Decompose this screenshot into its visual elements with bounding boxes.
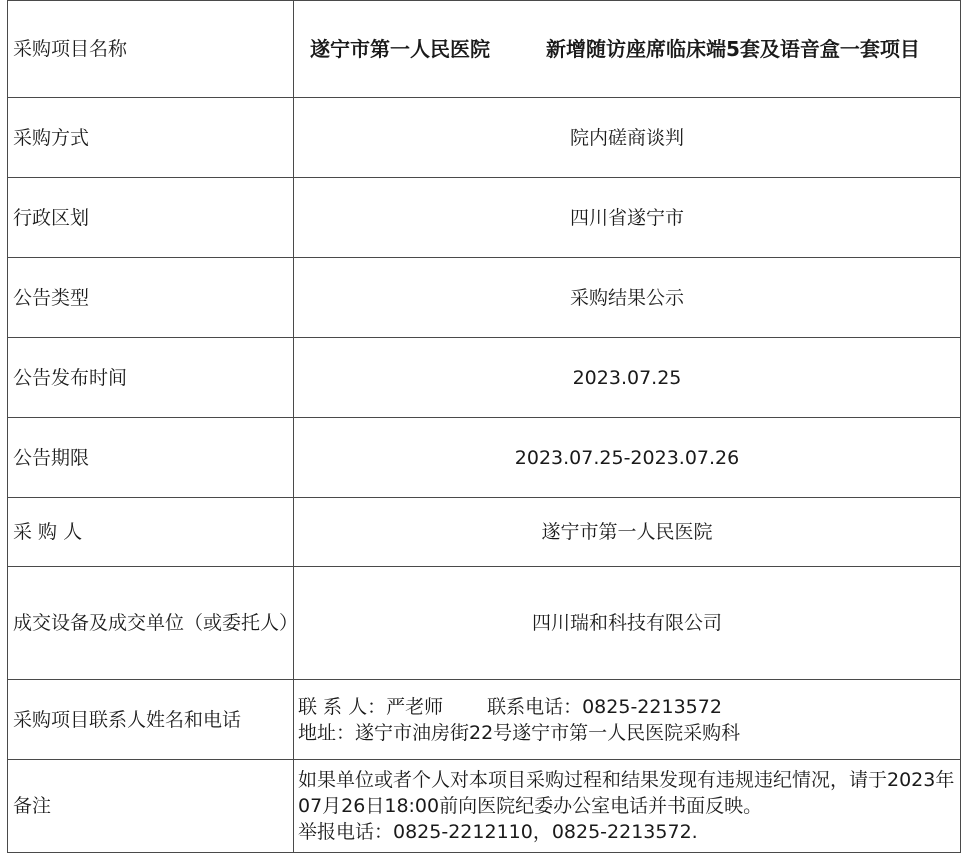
label-purchaser: 采 购 人	[8, 498, 294, 567]
label-winning-supplier: 成交设备及成交单位（或委托人）	[8, 567, 294, 680]
value-region: 四川省遂宁市	[294, 178, 961, 258]
row-purchaser	[8, 498, 961, 567]
row-notice-period	[8, 418, 961, 498]
row-notice-type	[8, 258, 961, 338]
project-org: 遂宁市第一人民医院	[310, 37, 490, 61]
row-region	[8, 178, 961, 258]
row-contact	[8, 680, 961, 760]
value-remarks	[294, 760, 961, 853]
remarks-note: 如果单位或者个人对本项目采购过程和结果发现有违规违纪情况，请于2023年07月26日18:00前向医院纪委办公室电话并书面反映。	[298, 769, 955, 817]
label-region: 行政区划	[8, 178, 294, 258]
contact-phone: 联系电话：0825-2213572	[487, 695, 722, 718]
procurement-result-table	[7, 0, 961, 853]
contact-person: 联 系 人：严老师	[298, 695, 444, 718]
row-remarks	[8, 760, 961, 853]
value-publish-time: 2023.07.25	[294, 338, 961, 418]
value-notice-period: 2023.07.25-2023.07.26	[294, 418, 961, 498]
value-contact	[294, 680, 961, 760]
label-procurement-method: 采购方式	[8, 98, 294, 178]
label-project-name: 采购项目名称	[8, 1, 294, 98]
label-remarks: 备注	[8, 760, 294, 853]
contact-address: 地址：遂宁市油房街22号遂宁市第一人民医院采购科	[298, 721, 741, 744]
label-notice-period: 公告期限	[8, 418, 294, 498]
remarks-report-phone: 举报电话：0825-2212110，0825-2213572.	[298, 821, 698, 843]
label-publish-time: 公告发布时间	[8, 338, 294, 418]
project-title: 新增随访座席临床端5套及语音盒一套项目	[546, 37, 920, 61]
value-procurement-method: 院内磋商谈判	[294, 98, 961, 178]
value-notice-type: 采购结果公示	[294, 258, 961, 338]
value-purchaser: 遂宁市第一人民医院	[294, 498, 961, 567]
label-notice-type: 公告类型	[8, 258, 294, 338]
row-project-name	[8, 1, 961, 98]
row-publish-time	[8, 338, 961, 418]
row-procurement-method	[8, 98, 961, 178]
value-project-name	[294, 1, 961, 98]
row-winning-supplier	[8, 567, 961, 680]
value-winning-supplier: 四川瑞和科技有限公司	[294, 567, 961, 680]
label-contact: 采购项目联系人姓名和电话	[8, 680, 294, 760]
